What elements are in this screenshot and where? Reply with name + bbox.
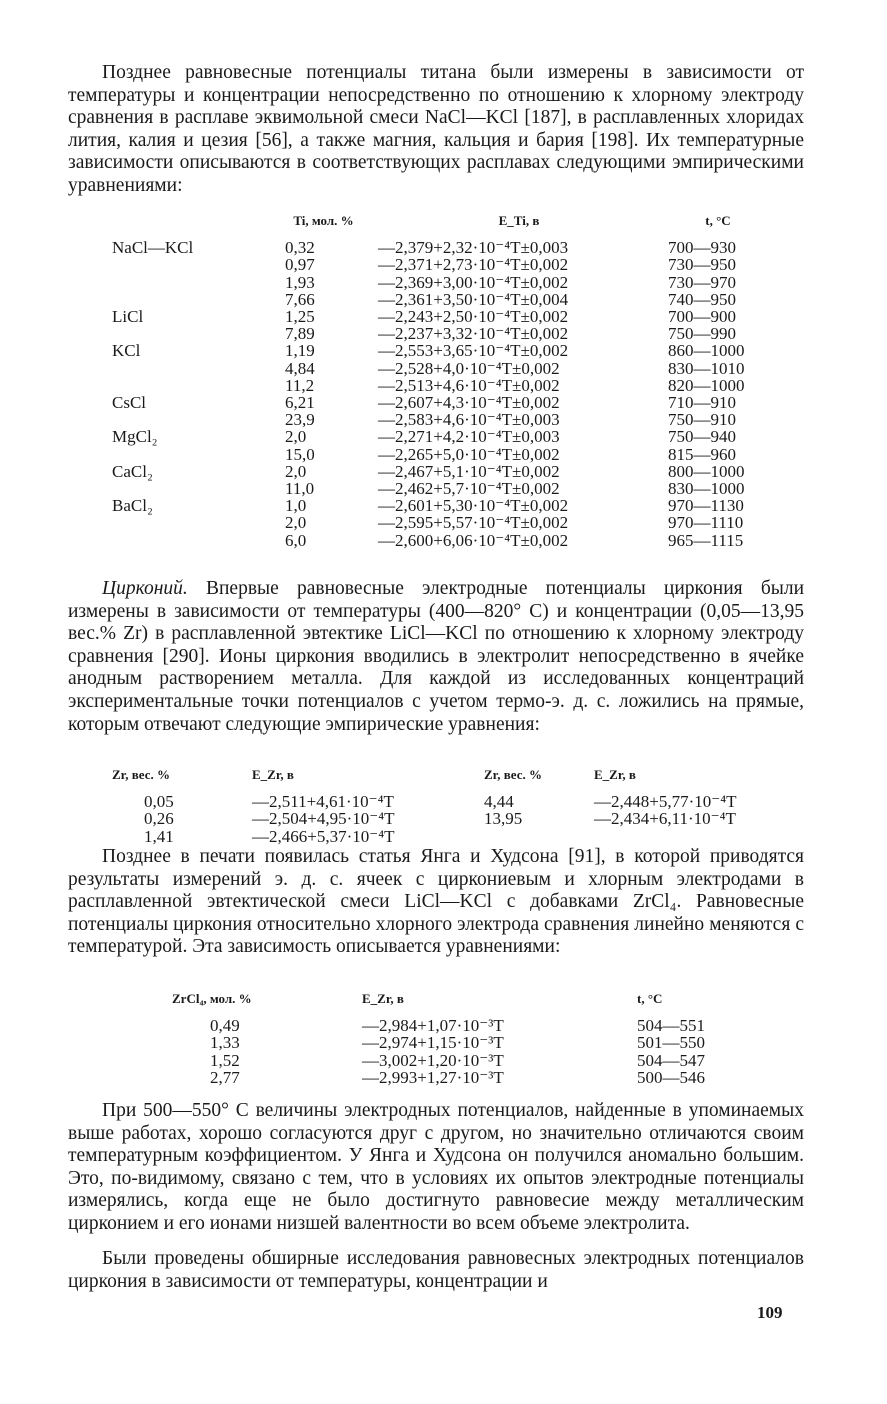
paragraph-further-research: Были проведены обширные исследования равновесных электродных потенциалов циркония в зависимости от температуры, концентрации и (68, 1248, 804, 1292)
table-cell: —2,467+5,1·10⁻⁴T±0,002 (378, 461, 560, 481)
table-cell: 2,0 (285, 461, 307, 481)
table-row (112, 342, 768, 359)
paragraph-comparison: При 500—550° С величины электродных потенциалов, найденные в упоминаемых выше работах, хорошо согласуются друг с другом, но значительно отличаются своим температурным коэффициентом. У Янга и Худсона он получился аномально большим. Это, по-видимому, связано с тем, что в условиях их опытов электродные потенциалы измерялись, когда еще не было достигнуто равновесие между металлическим цирконием и его ионами низшей валентности во всем объеме электролита. (68, 1100, 804, 1234)
table-cell: BaCl₂ (112, 496, 153, 516)
table-cell: —2,513+4,6·10⁻⁴T±0,002 (378, 375, 560, 395)
table-cell: 815—960 (668, 444, 736, 464)
table-cell: —2,583+4,6·10⁻⁴T±0,003 (378, 410, 560, 430)
table-cell: 501—550 (637, 1033, 705, 1052)
table-cell: —2,361+3,50·10⁻⁴T±0,004 (378, 289, 569, 309)
table-row (112, 325, 768, 342)
table-cell: —2,379+2,32·10⁻⁴T±0,003 (378, 238, 569, 258)
table-cell: —2,237+3,32·10⁻⁴T±0,002 (378, 324, 569, 344)
table-zirconium-weight (112, 766, 794, 845)
table-cell: —2,974+1,15·10⁻³T (362, 1033, 504, 1052)
header-temperature: t, °C (637, 991, 663, 1006)
table-row (112, 308, 768, 325)
table-row (112, 497, 768, 514)
table-cell: —2,553+3,65·10⁻⁴T±0,002 (378, 341, 569, 361)
table-cell: —2,265+5,0·10⁻⁴T±0,002 (378, 444, 560, 464)
table-header-row (172, 990, 757, 1017)
table-cell (112, 360, 277, 377)
table-cell: 1,33 (210, 1033, 240, 1052)
table-cell: —2,271+4,2·10⁻⁴T±0,003 (378, 427, 560, 447)
table-row (112, 291, 768, 308)
header-zr-weight-right: Zr, вес. % (484, 767, 542, 782)
table-cell: —2,511+4,61·10⁻⁴T (252, 791, 394, 811)
table-cell: 700—930 (668, 238, 736, 258)
table-cell: —2,600+6,06·10⁻⁴T±0,002 (378, 530, 569, 550)
table-cell (594, 828, 794, 846)
table-row (112, 256, 768, 273)
table-cell: —2,984+1,07·10⁻³T (362, 1015, 504, 1035)
paragraph-young-hudson: Позднее в печати появилась статья Янга и Худсона [91], в которой приводятся результаты измерений э. д. с. ячеек с циркониевым и хлорным электродами в расплавленной эвтектической смеси LiCl—KCl с добавками ZrCl₄. Равновесные потенциалы циркония относительно хлорного электрода сравнения линейно меняются с температурой. Эта зависимость описывается уравнениями: (68, 846, 804, 958)
table-cell (112, 411, 277, 428)
table-zirconium-molar (172, 990, 757, 1087)
table-row (112, 274, 768, 291)
table-cell: —2,434+6,11·10⁻⁴T (594, 809, 736, 828)
table-cell: —2,448+5,77·10⁻⁴T (594, 791, 737, 811)
table-cell: 23,9 (285, 410, 315, 430)
table-cell: 820—1000 (668, 375, 745, 395)
table-cell: —2,462+5,7·10⁻⁴T±0,002 (378, 479, 560, 499)
table-cell: NaCl—KCl (112, 238, 194, 258)
table-cell: —2,993+1,27·10⁻³T (362, 1068, 504, 1087)
table-row (112, 532, 768, 549)
table-cell: 0,05 (144, 791, 174, 811)
table-row (172, 1069, 757, 1087)
table-row (172, 1052, 757, 1070)
table-cell: —3,002+1,20·10⁻³T (362, 1050, 504, 1070)
table-cell: 1,41 (144, 826, 174, 846)
paragraph-zirconium-lead: Цирконий. (102, 578, 188, 599)
paragraph-titanium-intro: Позднее равновесные потенциалы титана были измерены в зависимости от температуры и концентрации непосредственно по отношению к хлорному электроду сравнения в расплаве эквимольной смеси NaCl—KCl [187], в расплавленных хлоридах лития, калия и цезия [56], а также магния, кальция и бария [198]. Их температурные зависимости описываются в соответствующих расплавах следующими эмпирическими уравнениями: (68, 62, 804, 196)
table-cell: 7,66 (285, 289, 315, 309)
table-cell: 730—970 (668, 272, 736, 292)
page-number: 109 (757, 1303, 783, 1322)
table-row (172, 1017, 757, 1035)
table-row (112, 394, 768, 411)
table-cell (112, 256, 277, 273)
table-cell (112, 274, 277, 291)
table-cell: 750—940 (668, 427, 736, 447)
table-row (172, 1034, 757, 1052)
table-cell (112, 325, 277, 342)
table-cell: —2,369+3,00·10⁻⁴T±0,002 (378, 272, 569, 292)
table-cell (112, 514, 277, 531)
table-cell: —2,243+2,50·10⁻⁴T±0,002 (378, 307, 569, 327)
table-cell: 11,0 (285, 479, 315, 499)
paragraph-zirconium-text: Впервые равновесные электродные потенциалы циркония были измерены в зависимости от температуры (400—820° С) и концентрации (0,05—13,95 вес.% Zr) в расплавленной эвтектике LiCl—KCl по отношению к хлорному электроду сравнения [290]. Ионы циркония вводились в электролит непосредственно в ячейке анодным растворением металла. Для каждой из исследованных концентраций экспериментальные точки потенциалов с учетом термо-э. д. с. ложились на прямые, которым отвечают следующие эмпирические уравнения: (68, 578, 805, 735)
table-cell: 0,49 (210, 1015, 240, 1035)
table-cell: 15,0 (285, 444, 315, 464)
table-cell: 504—551 (637, 1015, 705, 1035)
table-cell (484, 828, 594, 846)
table-cell: 11,2 (285, 375, 315, 395)
table-cell: 4,84 (285, 358, 315, 378)
table-row (112, 446, 768, 463)
table-row (112, 463, 768, 480)
table-cell (112, 480, 277, 497)
table-cell: 4,44 (484, 791, 514, 811)
table-cell: 830—1000 (668, 479, 745, 499)
table-cell: 750—910 (668, 410, 736, 430)
table-cell: 1,25 (285, 307, 315, 327)
table-titanium-potentials (112, 212, 768, 549)
table-cell: MgCl₂ (112, 427, 158, 447)
table-cell: —2,601+5,30·10⁻⁴T±0,002 (378, 496, 569, 516)
table-cell: CsCl (112, 393, 147, 413)
table-row (112, 360, 768, 377)
header-temperature: t, °C (705, 213, 731, 228)
header-ti-concentration: Ti, мол. % (293, 213, 354, 228)
table-row (112, 514, 768, 531)
table-cell: 700—900 (668, 307, 736, 327)
table-cell (112, 446, 277, 463)
table-cell: —2,466+5,37·10⁻⁴T (252, 826, 395, 846)
table-cell: 7,89 (285, 324, 315, 344)
table-cell: 2,77 (210, 1068, 240, 1087)
header-potential: E_Zr, в (362, 991, 404, 1006)
table-cell: 710—910 (668, 393, 736, 413)
table-cell: 750—990 (668, 324, 736, 344)
table-cell: KCl (112, 341, 141, 361)
table-cell: 2,0 (285, 513, 307, 533)
table-cell: —2,504+4,95·10⁻⁴T (252, 809, 395, 828)
table-cell: 0,97 (285, 255, 315, 275)
table-cell: 0,32 (285, 238, 315, 258)
table-row (112, 828, 794, 846)
table-cell: 965—1115 (668, 530, 744, 550)
table-cell: 1,52 (210, 1050, 240, 1070)
table-row (112, 810, 794, 828)
table-cell: 730—950 (668, 255, 736, 275)
table-cell (112, 532, 277, 549)
paragraph-zirconium (68, 578, 804, 736)
header-potential-left: E_Zr, в (252, 767, 294, 782)
table-cell: —2,595+5,57·10⁻⁴T±0,002 (378, 513, 569, 533)
table-cell: 740—950 (668, 289, 736, 309)
table-cell: 0,26 (144, 809, 174, 828)
table-cell: 860—1000 (668, 341, 745, 361)
table-row (112, 411, 768, 428)
table-cell: LiCl (112, 307, 144, 327)
table-cell: 970—1110 (668, 513, 744, 533)
header-zr-weight-left: Zr, вес. % (112, 767, 170, 782)
table-cell: 500—546 (637, 1068, 705, 1087)
table-row (112, 377, 768, 394)
table-row (112, 793, 794, 811)
table-cell: —2,607+4,3·10⁻⁴T±0,002 (378, 393, 560, 413)
table-cell: 970—1130 (668, 496, 744, 516)
header-potential: E_Ti, в (498, 213, 540, 228)
table-cell: 1,0 (285, 496, 307, 516)
table-cell: 6,0 (285, 530, 307, 550)
table-cell: 504—547 (637, 1050, 705, 1070)
table-cell: 6,21 (285, 393, 315, 413)
table-cell: 13,95 (484, 809, 523, 828)
table-cell: CaCl₂ (112, 461, 153, 481)
table-header-row (112, 212, 768, 239)
table-cell: —2,371+2,73·10⁻⁴T±0,002 (378, 255, 569, 275)
header-potential-right: E_Zr, в (594, 767, 636, 782)
table-cell: —2,528+4,0·10⁻⁴T±0,002 (378, 358, 560, 378)
table-cell: 1,19 (285, 341, 315, 361)
header-zrcl4-concentration: ZrCl₄, мол. % (172, 991, 252, 1006)
table-cell: 1,93 (285, 272, 315, 292)
header-solvent (112, 212, 277, 239)
table-cell: 800—1000 (668, 461, 745, 481)
table-row (112, 239, 768, 256)
table-cell: 830—1010 (668, 358, 745, 378)
table-cell (112, 377, 277, 394)
table-row (112, 480, 768, 497)
table-cell: 2,0 (285, 427, 307, 447)
table-header-row (112, 766, 794, 793)
table-cell (112, 291, 277, 308)
table-row (112, 428, 768, 445)
